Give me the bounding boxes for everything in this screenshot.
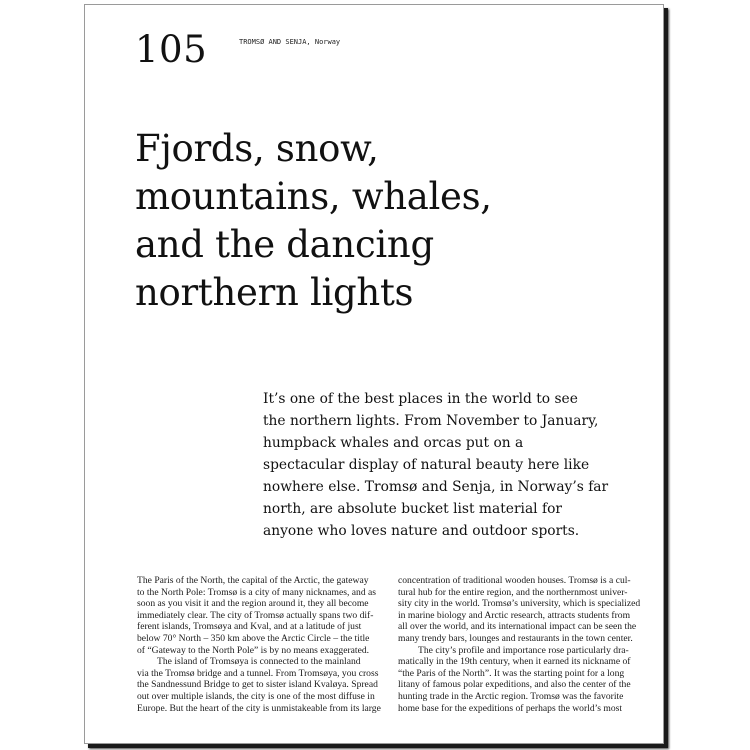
body-line: “the Paris of the North”. It was the starting point for a long [398,667,625,679]
body-line: tural hub for the entire region, and the northernmost univer- [398,586,628,598]
body-line: The city’s profile and importance rose particularly dra- [418,644,629,656]
body-line: The Paris of the North, the capital of the Arctic, the gateway [137,575,369,586]
body-line: ferent islands, Tromsøya and Kval, and at a latitude of just [137,621,362,633]
body-line: below 70° North – 350 km above the Arctic Circle – the title [137,632,370,644]
body-line: out over multiple islands, the city is one of the most diffuse in [137,690,375,702]
body-line: of “Gateway to the North Pole” is by no means exaggerated. [137,644,370,656]
headline-line: northern lights [135,271,414,314]
body-line: immediately clear. The city of Tromsø actually spans two dif- [137,609,374,621]
headline [135,125,655,317]
body-line: to the North Pole: Tromsø is a city of many nicknames, and as [137,586,377,598]
body-line: The island of Tromsøya is connected to the mainland [157,656,361,668]
body-line: litany of famous polar expeditions, and also the center of the [398,679,631,691]
headline-line: and the dancing [135,223,434,266]
intro-line: nowhere else. Tromsø and Senja, in Norway’s far [263,479,609,495]
body-line: sity city in the world. Tromsø’s university, which is specialized [398,598,641,610]
running-head: TROMSØ AND SENJA, Norway [239,38,341,46]
magazine-page [84,4,664,744]
intro-line: the northern lights. From November to January, [263,413,599,429]
body-column-right [398,575,650,714]
intro-line: humpback whales and orcas put on a [263,435,524,451]
page-number: 105 [135,28,208,71]
body-line: soon as you visit it and the region around it, they all become [137,598,369,610]
body-column-left [137,575,389,714]
intro-paragraph [263,388,663,542]
body-line: in marine biology and Arctic research, attracts students from [398,609,631,621]
body-line: Europe. But the heart of the city is unmistakeable from its large [137,702,381,714]
headline-line: Fjords, snow, [135,127,379,170]
body-line: hunting trade in the Arctic region. Tromsø was the favorite [398,690,624,702]
body-line: home base for the expeditions of perhaps the world’s most [398,702,623,714]
body-line: all over the world, and its international impact can be seen the [398,621,637,633]
body-line: matically in the 19th century, when it earned its nickname of [398,656,631,668]
intro-line: It’s one of the best places in the world to see [263,391,578,407]
body-line: via the Tromsø bridge and a tunnel. From Tromsøya, you cross [137,667,379,679]
body-line: many trendy bars, lounges and restaurants in the town center. [398,632,633,644]
body-line: concentration of traditional wooden houses. Tromsø is a cul- [398,575,631,586]
intro-line: anyone who loves nature and outdoor sports. [263,523,580,539]
body-line: the Sandnessund Bridge to get to sister island Kvaløya. Spread [137,679,378,691]
intro-line: spectacular display of natural beauty here like [263,457,590,473]
headline-line: mountains, whales, [135,175,492,218]
intro-line: north, are absolute bucket list material for [263,501,562,517]
